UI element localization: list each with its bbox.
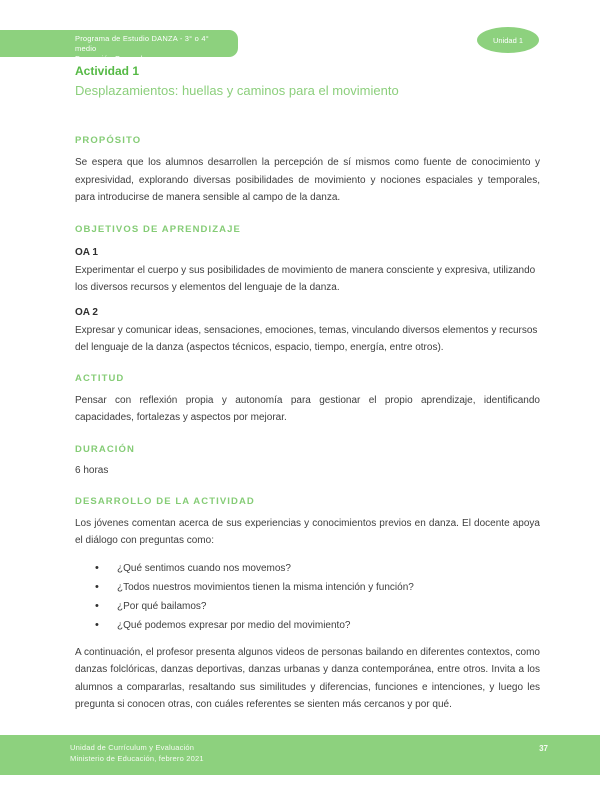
question-list [75, 559, 540, 635]
footer-line2: Ministerio de Educación, febrero 2021 [70, 754, 204, 763]
proposito-text: Se espera que los alumnos desarrollen la percepción de sí mismos como fuente de conocimiento y expresividad, explorando diversas posibilidades de movimiento y nociones espaciales y temporales, para introducirse de manera sensible al campo de la danza. [75, 157, 540, 203]
content-column [75, 64, 540, 714]
oa2-text: Expresar y comunicar ideas, sensaciones, emociones, temas, vinculando diversos elementos y recursos del lenguaje de la danza (aspectos técnicos, espacio, tiempo, energía, entre otros). [75, 324, 538, 353]
question-item: • ¿Qué sentimos cuando nos movemos? [75, 559, 540, 578]
oa2-label: OA 2 [75, 306, 98, 318]
desarrollo-intro: Los jóvenes comentan acerca de sus experiencias y conocimientos previos en danza. El docente apoya el diálogo con preguntas como: [75, 517, 540, 546]
unit-badge-label: Unidad 1 [492, 35, 524, 45]
unit-badge [477, 27, 539, 53]
section-heading-objetivos: OBJETIVOS DE APRENDIZAJE [75, 223, 241, 235]
actitud-text: Pensar con reflexión propia y autonomía para gestionar el propio aprendizaje, identificando capacidades, fortalezas y aspectos por mejorar. [75, 394, 540, 423]
footer-publisher [70, 742, 204, 764]
oa1-text: Experimentar el cuerpo y sus posibilidades de movimiento de manera consciente y expresiva, utilizando los diversos recursos y elementos del lenguaje de la danza. [75, 264, 536, 293]
section-heading-proposito: PROPÓSITO [75, 135, 142, 146]
page-number: 37 [539, 744, 548, 753]
question-item: • ¿Todos nuestros movimientos tienen la misma intención y función? [75, 578, 540, 597]
header-program-line2: Formación General [75, 54, 143, 63]
footer-bar [0, 735, 600, 775]
duracion-value: 6 horas [75, 464, 109, 476]
desarrollo-body: A continuación, el profesor presenta algunos videos de personas bailando en diferentes contextos, como danzas folclóricas, danzas deportivas, danzas urbanas y danza contemporánea, entre otros. Invita a los alumnos a compararlas, resaltando sus similitudes y diferencias, funciones e intenciones, y luego les pregunta si conocen otras, con cuáles referentes se sienten más cercanos y por qué. [75, 646, 540, 710]
header-program-line1: Programa de Estudio DANZA - 3° o 4° medio [75, 34, 209, 53]
section-heading-desarrollo: DESARROLLO DE LA ACTIVIDAD [75, 495, 255, 507]
header-program-bar [0, 30, 238, 63]
section-heading-actitud: ACTITUD [75, 372, 125, 384]
footer-line1: Unidad de Currículum y Evaluación [70, 743, 195, 752]
question-item: • ¿Qué podemos expresar por medio del movimiento? [75, 616, 540, 635]
oa1-label: OA 1 [75, 246, 98, 258]
activity-title: Actividad 1 [75, 64, 140, 78]
section-heading-duracion: DURACIÓN [75, 443, 135, 455]
question-item: • ¿Por qué bailamos? [75, 597, 540, 616]
activity-subtitle: Desplazamientos: huellas y caminos para el movimiento [75, 83, 399, 98]
